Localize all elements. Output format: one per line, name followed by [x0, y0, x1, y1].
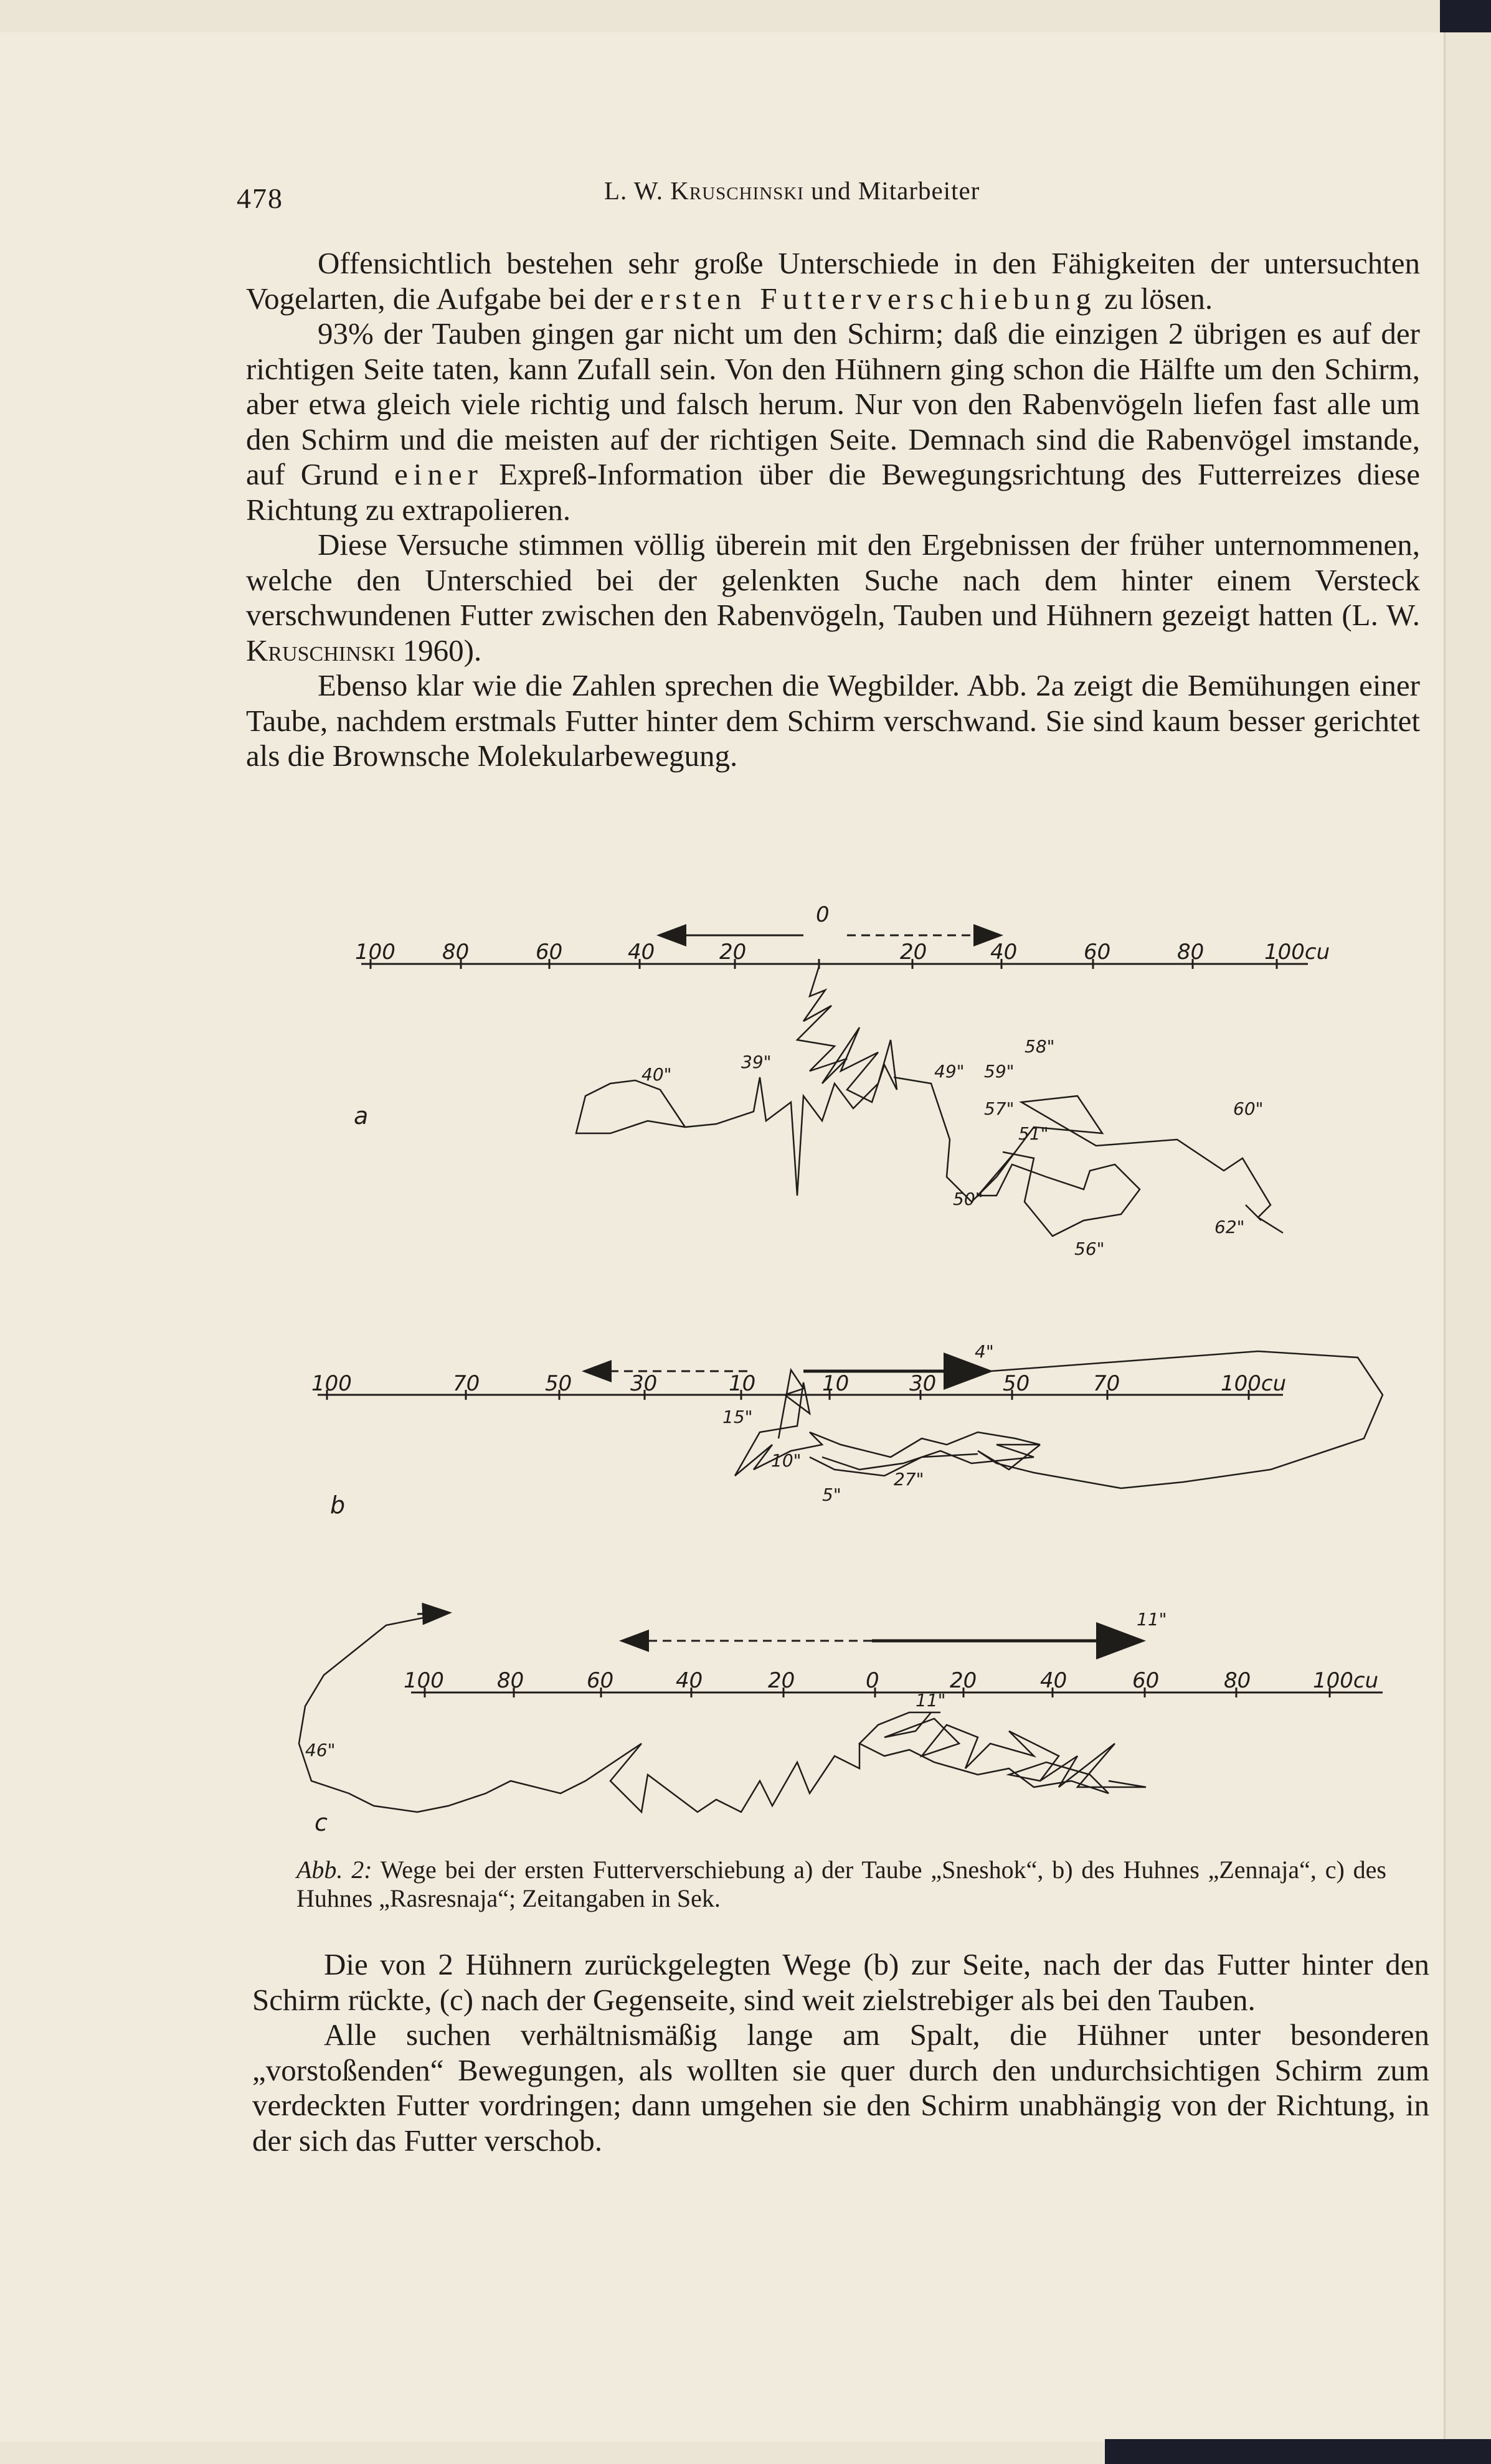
axis-label: 60: [587, 1668, 614, 1693]
panel-label: c: [315, 1809, 328, 1836]
panel-a: [354, 902, 1330, 1259]
time-label: 27": [894, 1469, 924, 1489]
path-diagram: [262, 897, 1420, 1849]
axis-label: 50: [545, 1371, 572, 1396]
body-text-top: [246, 246, 1420, 774]
axis-label-zero: 0: [816, 902, 830, 927]
caption-text: Wege bei der ersten Futterverschiebung a) der Taube „Sneshok“, b) des Huhnes „Zennaja“, c) des Huhnes „Rasresnaja“; Zeitangaben in Sek.: [296, 1856, 1386, 1912]
axis-label: 100cu: [1221, 1371, 1287, 1396]
paragraph: Die von 2 Hühnern zurückgelegten Wege (b) zur Seite, nach der das Futter hinter den Schirm rückte, (c) nach der Gegenseite, sind weit zielstrebiger als bei den Tauben.: [252, 1947, 1429, 2017]
figure-caption: [296, 1856, 1386, 1913]
time-label: 46": [305, 1740, 336, 1760]
time-label: 62": [1214, 1217, 1245, 1237]
time-label: 50": [953, 1189, 983, 1209]
pigeon-path: [576, 966, 1283, 1236]
axis-label: 100cu: [1264, 940, 1330, 965]
axis-label: 30: [630, 1371, 658, 1396]
axis-label: 20: [719, 940, 747, 965]
time-label: 60": [1233, 1098, 1264, 1119]
paragraph: Offensichtlich bestehen sehr große Unterschiede in den Fähigkeiten der untersuchten Vogelarten, die Aufgabe bei der ersten Futterverschiebung zu lösen.: [246, 246, 1420, 316]
author-suffix: und Mitarbeiter: [811, 176, 980, 205]
axis-label: 50: [1003, 1371, 1030, 1396]
paragraph: Ebenso klar wie die Zahlen sprechen die Wegbilder. Abb. 2a zeigt die Bemühungen einer Taube, nachdem erstmals Futter hinter dem Schirm verschwand. Sie sind kaum besser gerichtet als die Brownsche Molekularbewegung.: [246, 668, 1420, 773]
time-label: 56": [1074, 1239, 1105, 1259]
time-label: 40": [641, 1064, 672, 1085]
axis-label: 60: [536, 940, 563, 965]
axis-label: 100: [404, 1668, 444, 1693]
axis-label: 20: [768, 1668, 795, 1693]
time-label: 58": [1025, 1036, 1055, 1057]
axis-label: 70: [453, 1371, 480, 1396]
panel-b: [311, 1341, 1383, 1519]
axis-label: 100cu: [1313, 1668, 1379, 1693]
axis-label: 70: [1093, 1371, 1120, 1396]
time-label: 10": [771, 1450, 802, 1471]
axis-label: 60: [1132, 1668, 1160, 1693]
hen-path-c: [299, 1613, 1146, 1812]
axis-label: 20: [950, 1668, 977, 1693]
axis-label: 20: [900, 940, 927, 965]
axis-label: 80: [1177, 940, 1205, 965]
panel-label: a: [354, 1102, 369, 1130]
axis-label: 100: [355, 940, 395, 965]
axis-label: 0: [866, 1668, 879, 1693]
axis-label: 80: [442, 940, 470, 965]
axis-label: 30: [909, 1371, 937, 1396]
path-arrow: [417, 1613, 448, 1614]
panel-label: b: [330, 1491, 346, 1519]
scan-background-bottom: [1105, 2439, 1491, 2464]
author-initials: L. W.: [604, 176, 663, 205]
paragraph: Diese Versuche stimmen völlig überein mit den Ergebnissen der früher unternommenen, welche den Unterschied bei der gelenkten Suche nach dem hinter einem Versteck verschwundenen Futter zwischen den Rabenvögeln, Tauben und Hühnern gezeigt hatten (L. W. Kruschinski 1960).: [246, 527, 1420, 668]
time-label: 15": [722, 1407, 753, 1427]
time-label: 51": [1018, 1123, 1049, 1144]
axis-label: 40: [990, 940, 1018, 965]
running-head: [604, 176, 980, 205]
axis-label: 80: [497, 1668, 524, 1693]
axis-label: 60: [1084, 940, 1111, 965]
caption-label: Abb. 2:: [296, 1856, 372, 1884]
paragraph: Alle suchen verhältnismäßig lange am Spalt, die Hühner unter besonderen „vorstoßenden“ Bewegungen, als wollten sie quer durch den undurchsichtigen Schirm zum verdeckten Futter vordringen; dann umgehen sie den Schirm unabhängig von der Richtung, in der sich das Futter verschob.: [252, 2018, 1429, 2158]
panel-c: [299, 1609, 1383, 1836]
time-label: 5": [822, 1485, 841, 1505]
time-label: 49": [934, 1061, 965, 1082]
page-number: 478: [237, 182, 283, 214]
time-label: 4": [975, 1341, 994, 1362]
axis-label: 40: [628, 940, 655, 965]
time-label: 57": [984, 1098, 1015, 1119]
figure-2: [262, 897, 1420, 1849]
axis-label: 40: [676, 1668, 703, 1693]
time-label: 11": [1137, 1609, 1167, 1630]
axis-label: 100: [311, 1371, 352, 1396]
axis-label: 40: [1040, 1668, 1067, 1693]
time-label: 39": [741, 1052, 772, 1072]
axis-label: 80: [1224, 1668, 1251, 1693]
scan-background-top: [1440, 0, 1491, 32]
body-text-bottom: [252, 1947, 1429, 2158]
paragraph: 93% der Tauben gingen gar nicht um den Schirm; daß die einzigen 2 übrigen es auf der richtigen Seite taten, kann Zufall sein. Von den Hühnern ging schon die Hälfte um den Schirm, aber etwa gleich viele richtig und falsch herum. Nur von den Rabenvögeln liefen fast alle um den Schirm und die meisten auf der richtigen Seite. Demnach sind die Rabenvögel imstande, auf Grund einer Expreß-Information über die Bewegungsrichtung des Futterreizes diese Richtung zu extrapolieren.: [246, 316, 1420, 527]
running-header: [237, 176, 1420, 213]
time-label: 11": [916, 1690, 946, 1711]
time-label: 59": [984, 1061, 1015, 1082]
author-name: Kruschinski: [670, 176, 804, 205]
axis-label: 10: [729, 1371, 756, 1396]
axis-label: 10: [822, 1371, 850, 1396]
